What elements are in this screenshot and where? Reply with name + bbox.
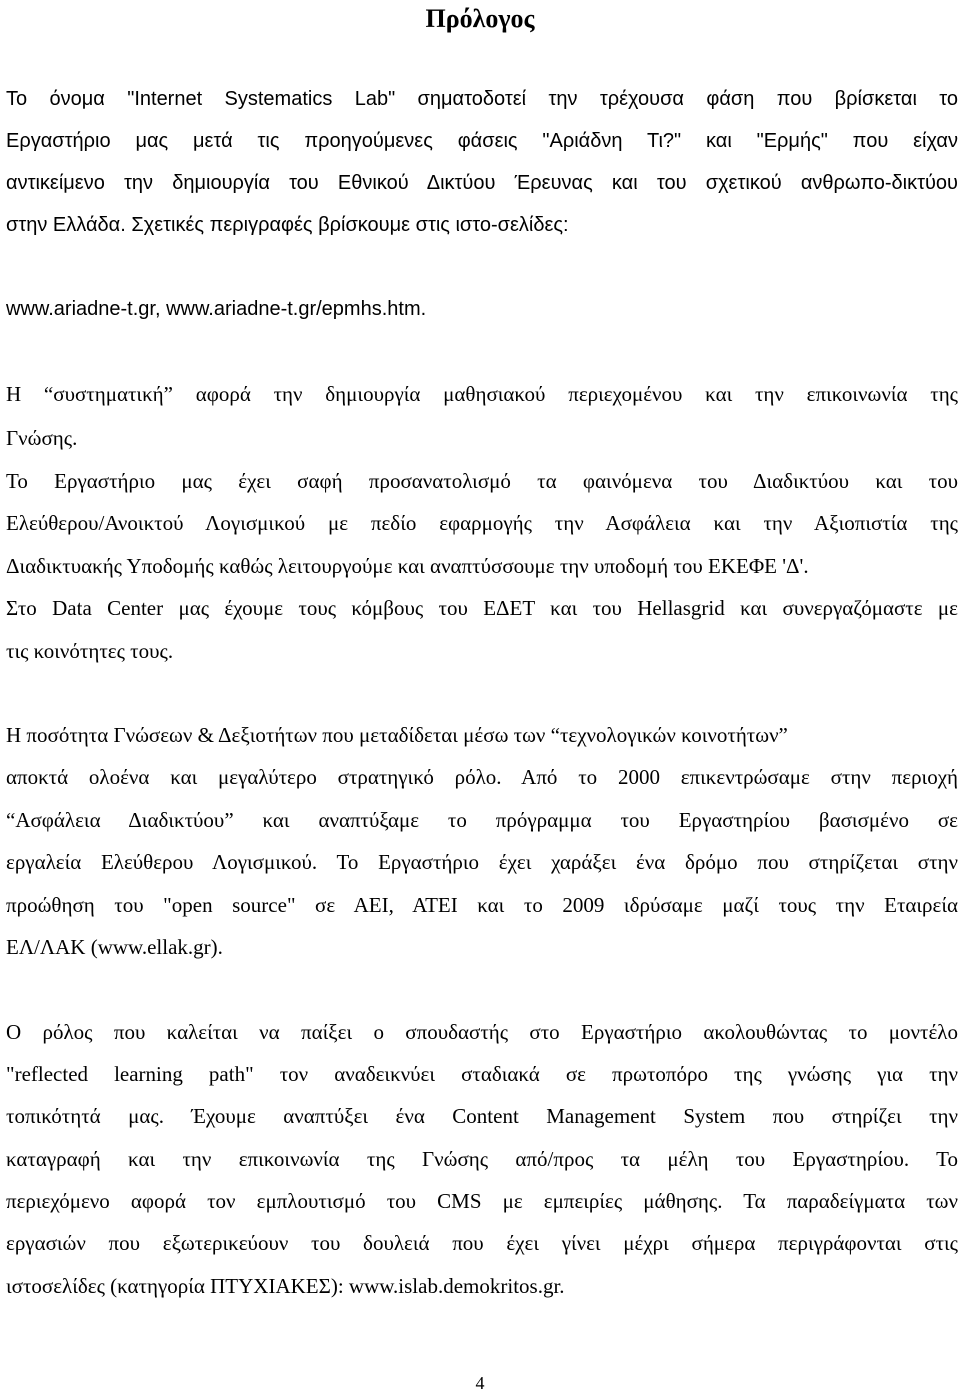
paragraph-5-line-2: "reflected learning path" τον αναδεικνύει σταδιακά σε πρωτοπόρο της γνώσης για την: [6, 1062, 958, 1086]
paragraph-5-line-7: ιστοσελίδες (κατηγορία ΠΤΥΧΙΑΚΕΣ): www.islab.demokritos.gr.: [6, 1274, 565, 1298]
paragraph-4-line-2: αποκτά ολοένα και μεγαλύτερο στρατηγικό ρόλο. Από το 2000 επικεντρώσαμε στην περιοχή: [6, 765, 958, 789]
paragraph-3-line-4: Ελεύθερου/Ανοικτού Λογισμικού με πεδίο εφαρμογής την Ασφάλεια και την Αξιοπιστία της: [6, 511, 958, 535]
paragraph-4-line-4: εργαλεία Ελεύθερου Λογισμικού. Το Εργαστήριο έχει χαράξει ένα δρόμο που στηρίζεται στην: [6, 850, 958, 874]
paragraph-5-line-5: περιεχόμενο αφορά τον εμπλουτισμό του CMS με εμπειρίες μάθησης. Τα παραδείγματα των: [6, 1189, 958, 1213]
paragraph-3-line-3: Το Εργαστήριο μας έχει σαφή προσανατολισμό τα φαινόμενα του Διαδικτύου και του: [6, 469, 958, 493]
paragraph-4-line-5: προώθηση του "open source" σε ΑΕΙ, ΑΤΕΙ και το 2009 ιδρύσαμε μαζί τους την Εταιρεία: [6, 893, 958, 917]
paragraph-1-line-2: Εργαστήριο μας μετά τις προηγούμενες φάσεις "Αριάδνη Τι?" και "Ερμής" που είχαν: [6, 130, 958, 152]
page-title: Πρόλογος: [425, 4, 535, 33]
paragraph-3-line-1: Η “συστηματική” αφορά την δημιουργία μαθησιακού περιεχομένου και την επικοινωνία της: [6, 382, 958, 406]
paragraph-1-line-4: στην Ελλάδα. Σχετικές περιγραφές βρίσκουμε στις ιστο-σελίδες:: [6, 214, 569, 236]
paragraph-4-line-6: ΕΛ/ΛΑΚ (www.ellak.gr).: [6, 935, 223, 959]
paragraph-5-line-6: εργασιών που εξωτερικεύουν του δουλειά που έχει γίνει μέχρι σήμερα περιγράφονται στις: [6, 1231, 958, 1255]
paragraph-1-line-1: Το όνομα "Internet Systematics Lab" σηματοδοτεί την τρέχουσα φάση που βρίσκεται το: [6, 88, 958, 110]
paragraph-1-line-3: αντικείμενο την δημιουργία του Εθνικού Δικτύου Έρευνας και του σχετικού ανθρωπο-δικτύου: [6, 172, 958, 194]
page-number: 4: [475, 1373, 485, 1393]
paragraph-3-line-5: Διαδικτυακής Υποδομής καθώς λειτουργούμε και αναπτύσσουμε την υποδομή του ΕΚΕΦΕ 'Δ'.: [6, 554, 809, 578]
paragraph-4-line-1: Η ποσότητα Γνώσεων & Δεξιοτήτων που μεταδίδεται μέσω των “τεχνολογικών κοινοτήτων”: [6, 723, 788, 747]
paragraph-4-line-3: “Ασφάλεια Διαδικτύου” και αναπτύξαμε το πρόγραμμα του Εργαστηρίου βασισμένο σε: [6, 808, 958, 832]
paragraph-5-line-1: Ο ρόλος που καλείται να παίξει ο σπουδαστής στο Εργαστήριο ακολουθώντας το μοντέλο: [6, 1020, 958, 1044]
paragraph-3-line-6: Στο Data Center μας έχουμε τους κόμβους του ΕΔΕΤ και του Hellasgrid και συνεργαζόμαστε με: [6, 596, 958, 620]
paragraph-5-line-3: τοπικότητά μας. Έχουμε αναπτύξει ένα Content Management System που στηρίζει την: [6, 1104, 958, 1128]
paragraph-5-line-4: καταγραφή και την επικοινωνία της Γνώσης από/προς τα μέλη του Εργαστηρίου. Το: [6, 1147, 958, 1171]
paragraph-3-line-2: Γνώσης.: [6, 426, 78, 450]
paragraph-3-line-7: τις κοινότητες τους.: [6, 639, 174, 663]
urls-line: www.ariadne-t.gr, www.ariadne-t.gr/epmhs.htm.: [6, 298, 427, 320]
